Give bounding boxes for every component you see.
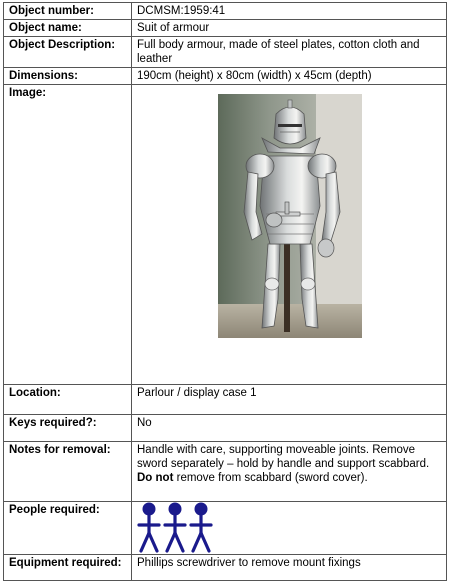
armour-photo [218,94,362,338]
image-label: Image: [4,85,132,385]
row-people [4,502,447,555]
row-notes [4,442,447,502]
person-icon [165,503,185,552]
notes-value [132,442,447,502]
keys-label: Keys required?: [4,415,132,442]
people-value [132,502,447,555]
description-value: Full body armour, made of steel plates, cotton cloth and leather [132,37,447,68]
dimensions-label: Dimensions: [4,68,132,85]
keys-value: No [132,415,447,442]
equipment-label: Equipment required: [4,555,132,581]
location-value: Parlour / display case 1 [132,385,447,415]
row-object-name [4,20,447,37]
image-cell [132,85,447,385]
dimensions-value: 190cm (height) x 80cm (width) x 45cm (depth) [132,68,447,85]
object-name-value: Suit of armour [132,20,447,37]
row-image [4,85,447,385]
person-icon [139,503,159,552]
row-keys [4,415,447,442]
object-record-table [3,2,447,581]
object-name-label: Object name: [4,20,132,37]
equipment-value: Phillips screwdriver to remove mount fixings [132,555,447,581]
people-label: People required: [4,502,132,555]
person-icon [191,503,211,552]
description-label: Object Description: [4,37,132,68]
people-icons [137,501,221,553]
row-dimensions [4,68,447,85]
notes-text-1: Handle with care, supporting moveable joints. Remove sword separately – hold by handle and support scabbard. [137,444,430,470]
object-number-value: DCMSM:1959:41 [132,3,447,20]
object-number-label: Object number: [4,3,132,20]
row-object-number [4,3,447,20]
notes-text-bold: Do not [137,472,174,484]
location-label: Location: [4,385,132,415]
row-description [4,37,447,68]
row-equipment [4,555,447,581]
notes-text-2: remove from scabbard (sword cover). [176,472,368,484]
row-location [4,385,447,415]
notes-label: Notes for removal: [4,442,132,502]
